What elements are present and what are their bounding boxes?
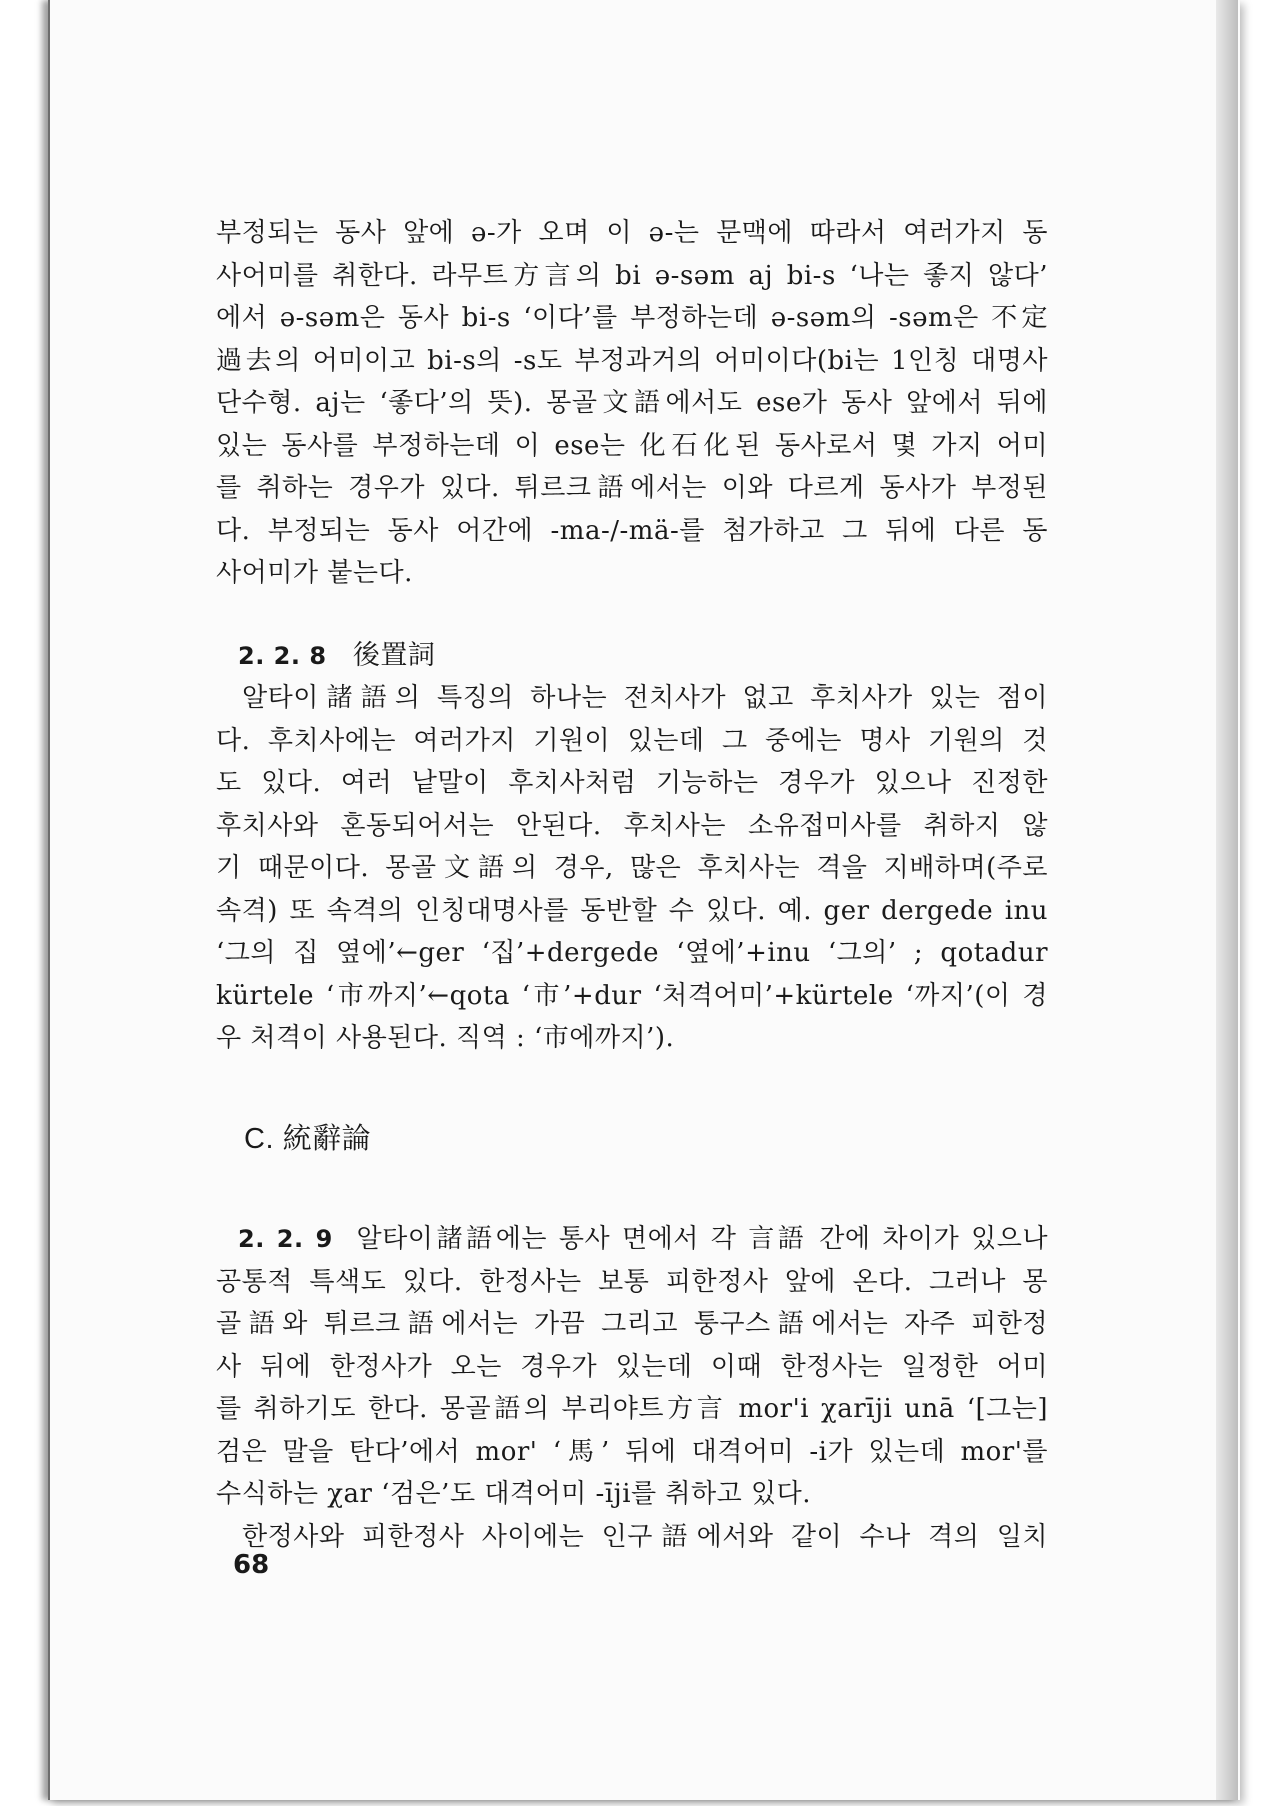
page-body: [216, 212, 1048, 1558]
text-line: 속격) 또 속격의 인칭대명사를 동반할 수 있다. 예. ger dergede inu: [216, 895, 1048, 926]
section-title: 後置詞: [352, 639, 436, 671]
text-line: 사어미가 붙는다.: [216, 558, 413, 588]
page-number: 68: [233, 1550, 270, 1580]
section-number: 2. 2. 8: [238, 641, 327, 670]
section-syntax: [216, 1218, 1048, 1558]
text-line: 알타이諸語에는 통사 면에서 각 言語 간에 차이가 있으나: [356, 1224, 1048, 1254]
text-line: [216, 1218, 1048, 1261]
text-line: 에서 ə-səm은 동사 bi-s ‘이다’를 부정하는데 ə-səm의 -səm은 不定: [216, 303, 1048, 333]
chapter-label: C.: [244, 1122, 274, 1155]
text-line: 검은 말을 탄다’에서 mor' ‘馬’ 뒤에 대격어미 -i가 있는데 mor'를: [216, 1436, 1048, 1467]
text-line: 사어미를 취한다. 라무트方言의 bi ə-səm aj bi-s ‘나는 좋지 않다’: [216, 260, 1048, 291]
text-line: 공통적 특색도 있다. 한정사는 보통 피한정사 앞에 온다. 그러나 몽: [216, 1266, 1048, 1297]
text-line: 있는 동사를 부정하는데 이 ese는 化石化된 동사로서 몇 가지 어미: [216, 430, 1048, 461]
text-line: 다. 후치사에는 여러가지 기원이 있는데 그 중에는 명사 기원의 것: [216, 725, 1048, 756]
text-line: 후치사와 혼동되어서는 안된다. 후치사는 소유접미사를 취하지 않: [216, 810, 1048, 841]
text-line: ‘그의 집 옆에’←ger ‘집’+dergede ‘옆에’+inu ‘그의’ ; qotadur: [216, 938, 1048, 968]
text-line: 사 뒤에 한정사가 오는 경우가 있는데 이때 한정사는 일정한 어미: [216, 1351, 1048, 1382]
text-line: 도 있다. 여러 낱말이 후치사처럼 기능하는 경우가 있으나 진정한: [216, 768, 1048, 798]
text-line: kürtele ‘市까지’←qota ‘市’+dur ‘처격어미’+kürtele ‘까지’(이 경: [216, 980, 1048, 1011]
chapter-title: 統辭論: [282, 1122, 372, 1155]
text-line: 기 때문이다. 몽골文語의 경우, 많은 후치사는 격을 지배하며(주로: [216, 853, 1048, 883]
text-line: 한정사와 피한정사 사이에는 인구語에서와 같이 수나 격의 일치: [242, 1521, 1048, 1552]
text-line: 우 처격이 사용된다. 직역 : ‘市에까지’).: [216, 1023, 675, 1053]
section-number: 2. 2. 9: [238, 1225, 333, 1253]
section-postpositions: [216, 635, 1048, 1060]
text-line: 를 취하는 경우가 있다. 튀르크語에서는 이와 다르게 동사가 부정된: [216, 473, 1048, 503]
text-line: 過去의 어미이고 bi-s의 -s도 부정과거의 어미이다(bi는 1인칭 대명사: [216, 345, 1048, 376]
text-line: 를 취하기도 한다. 몽골語의 부리야트方言 mor'i χarīji unā ‘[그는]: [216, 1394, 1048, 1424]
chapter-heading: [244, 1118, 1048, 1161]
text-line: 알타이諸語의 특징의 하나는 전치사가 없고 후치사가 있는 점이: [242, 683, 1048, 713]
text-line: 단수형. aj는 ‘좋다’의 뜻). 몽골文語에서도 ese가 동사 앞에서 뒤에: [216, 388, 1048, 418]
text-line: 부정되는 동사 앞에 ə-가 오며 이 ə-는 문맥에 따라서 여러가지 동: [216, 218, 1048, 248]
paragraph-negation: [216, 212, 1048, 595]
text-line: 다. 부정되는 동사 어간에 -ma-/-mä-를 첨가하고 그 뒤에 다른 동: [216, 515, 1048, 546]
text-line: 수식하는 χar ‘검은’도 대격어미 -īji를 취하고 있다.: [216, 1479, 812, 1509]
section-heading: [216, 635, 1048, 678]
page-edge: [1216, 0, 1238, 1800]
text-line: 골語와 튀르크語에서는 가끔 그리고 퉁구스語에서는 자주 피한정: [216, 1309, 1048, 1339]
